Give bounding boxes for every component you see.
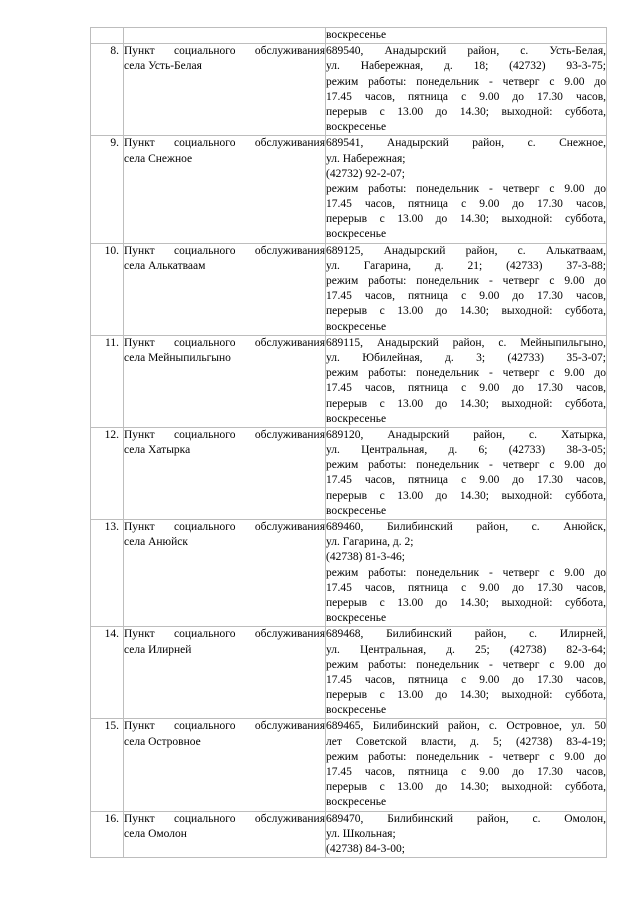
name-line: села Мейныпильгыно: [124, 351, 231, 364]
row-number: 15.: [104, 720, 119, 733]
name-cell: [124, 427, 326, 519]
table-row: [91, 427, 607, 519]
address-line: воскресенье: [326, 612, 387, 625]
name-line: села Анюйск: [124, 536, 188, 549]
table-row: [91, 136, 607, 243]
name-line: Пункт социального обслуживания: [124, 428, 325, 441]
row-number-cell: [91, 335, 124, 427]
address-line: 17.45 часов, пятница с 9.00 до 17.30 часов,: [326, 673, 606, 686]
name-cell: [124, 811, 326, 858]
row-number-cell: [91, 44, 124, 136]
name-line: села Илирней: [124, 643, 192, 656]
services-table-body: [91, 28, 607, 858]
address-line: перерыв с 13.00 до 14.30; выходной: суббота,: [326, 397, 606, 410]
address-line: перерыв с 13.00 до 14.30; выходной: суббота,: [326, 489, 606, 502]
address-line: перерыв с 13.00 до 14.30; выходной: суббота,: [326, 689, 606, 702]
name-line: села Усть-Белая: [124, 60, 202, 73]
name-line: Пункт социального обслуживания: [124, 45, 325, 58]
row-number: 10.: [104, 244, 119, 257]
address-line: воскресенье: [326, 121, 387, 134]
name-line: Пункт социального обслуживания: [124, 812, 325, 825]
address-line: 689115, Анадырский район, с. Мейныпильгыно,: [326, 336, 606, 349]
address-line: 17.45 часов, пятница с 9.00 до 17.30 часов,: [326, 198, 606, 211]
row-number: 9.: [110, 137, 119, 150]
services-table: [90, 27, 607, 858]
address-cell: [326, 28, 607, 44]
name-line: Пункт социального обслуживания: [124, 336, 325, 349]
address-line: 689460, Билибинский район, с. Анюйск,: [326, 521, 606, 533]
table-row: [91, 335, 607, 427]
name-cell: [124, 28, 326, 44]
name-cell: [124, 243, 326, 335]
address-line: перерыв с 13.00 до 14.30; выходной: суббота,: [326, 781, 606, 794]
address-cell: [326, 811, 607, 858]
address-line: ул. Школьная;: [326, 827, 396, 840]
address-line: перерыв с 13.00 до 14.30; выходной: суббота,: [326, 596, 606, 609]
address-line: режим работы: понедельник - четверг с 9.00 до: [326, 367, 606, 380]
address-cell: [326, 627, 607, 719]
name-line: Пункт социального обслуживания: [124, 137, 325, 150]
address-line: ул. Гагарина, д. 21; (42733) 37-3-88;: [326, 259, 606, 272]
name-cell: [124, 627, 326, 719]
address-cell: [326, 243, 607, 335]
address-line: 689468, Билибинский район, с. Илирней,: [326, 628, 606, 641]
row-number: 8.: [110, 45, 119, 58]
address-line: 689465, Билибинский район, с. Островное, ул. 50: [326, 720, 606, 733]
address-line: режим работы: понедельник - четверг с 9.00 до: [326, 75, 606, 88]
address-line: 689470, Билибинский район, с. Омолон,: [326, 812, 606, 825]
address-line: режим работы: понедельник - четверг с 9.00 до: [326, 658, 606, 671]
name-line: Пункт социального обслуживания: [124, 244, 325, 257]
name-line: Пункт социального обслуживания: [124, 521, 325, 533]
address-line: 689540, Анадырский район, с. Усть-Белая,: [326, 45, 606, 58]
address-line: 17.45 часов, пятница с 9.00 до 17.30 часов,: [326, 382, 606, 395]
name-line: Пункт социального обслуживания: [124, 628, 325, 641]
row-number-cell: [91, 811, 124, 858]
row-number-cell: [91, 719, 124, 811]
row-number: 12.: [104, 428, 119, 441]
row-number-cell: [91, 427, 124, 519]
address-line: 17.45 часов, пятница с 9.00 до 17.30 часов,: [326, 474, 606, 487]
address-cell: [326, 44, 607, 136]
table-row: [91, 44, 607, 136]
address-line: 689541, Анадырский район, с. Снежное,: [326, 137, 606, 150]
address-line: ул. Гагарина, д. 2;: [326, 536, 414, 549]
name-line: села Омолон: [124, 827, 187, 840]
address-line: воскресенье: [326, 504, 387, 517]
address-line: (42732) 92-2-07;: [326, 167, 405, 180]
address-line: 689120, Анадырский район, с. Хатырка,: [326, 428, 606, 441]
address-line: ул. Набережная;: [326, 152, 406, 165]
name-line: Пункт социального обслуживания: [124, 720, 325, 733]
address-line: перерыв с 13.00 до 14.30; выходной: суббота,: [326, 213, 606, 226]
address-line: (42738) 81-3-46;: [326, 551, 405, 564]
address-line: 689125, Анадырский район, с. Алькатваам,: [326, 244, 606, 257]
address-cell: [326, 520, 607, 627]
address-line: воскресенье: [326, 412, 387, 425]
address-cell: [326, 427, 607, 519]
row-number: 13.: [104, 521, 119, 533]
address-line: 17.45 часов, пятница с 9.00 до 17.30 часов,: [326, 581, 606, 594]
address-line: 17.45 часов, пятница с 9.00 до 17.30 часов,: [326, 766, 606, 778]
row-number-cell: [91, 627, 124, 719]
address-line: воскресенье: [326, 796, 387, 809]
address-line: ул. Центральная, д. 6; (42733) 38-3-05;: [326, 444, 606, 457]
name-line: села Снежное: [124, 152, 193, 165]
name-cell: [124, 719, 326, 811]
address-line: (42738) 84-3-00;: [326, 842, 405, 855]
name-cell: [124, 136, 326, 243]
address-line: воскресенье: [326, 228, 387, 241]
table-row-continuation: [91, 28, 607, 44]
address-cell: [326, 719, 607, 811]
address-line: режим работы: понедельник - четверг с 9.00 до: [326, 275, 606, 287]
address-line: воскресенье: [326, 704, 387, 717]
row-number-cell: [91, 28, 124, 44]
address-line: перерыв с 13.00 до 14.30; выходной: суббота,: [326, 305, 606, 318]
address-line: режим работы: понедельник - четверг с 9.00 до: [326, 750, 606, 763]
address-line: лет Советской власти, д. 5; (42738) 83-4-19;: [326, 735, 606, 748]
address-cell: [326, 136, 607, 243]
address-line: воскресенье: [326, 320, 387, 333]
name-line: села Островное: [124, 735, 201, 748]
address-line: перерыв с 13.00 до 14.30; выходной: суббота,: [326, 105, 606, 118]
table-row: [91, 719, 607, 811]
name-cell: [124, 44, 326, 136]
name-cell: [124, 520, 326, 627]
address-cell: [326, 335, 607, 427]
row-number: 11.: [105, 336, 119, 349]
name-cell: [124, 335, 326, 427]
row-number: 16.: [104, 812, 119, 825]
name-line: села Алькатваам: [124, 259, 206, 272]
address-line: ул. Юбилейная, д. 3; (42733) 35-3-07;: [326, 351, 606, 364]
address-line: ул. Центральная, д. 25; (42738) 82-3-64;: [326, 643, 606, 656]
table-row: [91, 243, 607, 335]
address-line: режим работы: понедельник - четверг с 9.00 до: [326, 459, 606, 472]
table-row: [91, 520, 607, 627]
row-number: 14.: [104, 628, 119, 641]
row-number-cell: [91, 136, 124, 243]
row-number-cell: [91, 520, 124, 627]
address-line: режим работы: понедельник - четверг с 9.00 до: [326, 182, 606, 195]
address-line: 17.45 часов, пятница с 9.00 до 17.30 часов,: [326, 290, 606, 303]
table-row: [91, 811, 607, 858]
address-line: воскресенье: [326, 29, 387, 41]
address-line: режим работы: понедельник - четверг с 9.00 до: [326, 566, 606, 579]
table-row: [91, 627, 607, 719]
address-line: ул. Набережная, д. 18; (42732) 93-3-75;: [326, 60, 606, 73]
name-line: села Хатырка: [124, 444, 191, 457]
address-line: 17.45 часов, пятница с 9.00 до 17.30 часов,: [326, 90, 606, 103]
row-number-cell: [91, 243, 124, 335]
